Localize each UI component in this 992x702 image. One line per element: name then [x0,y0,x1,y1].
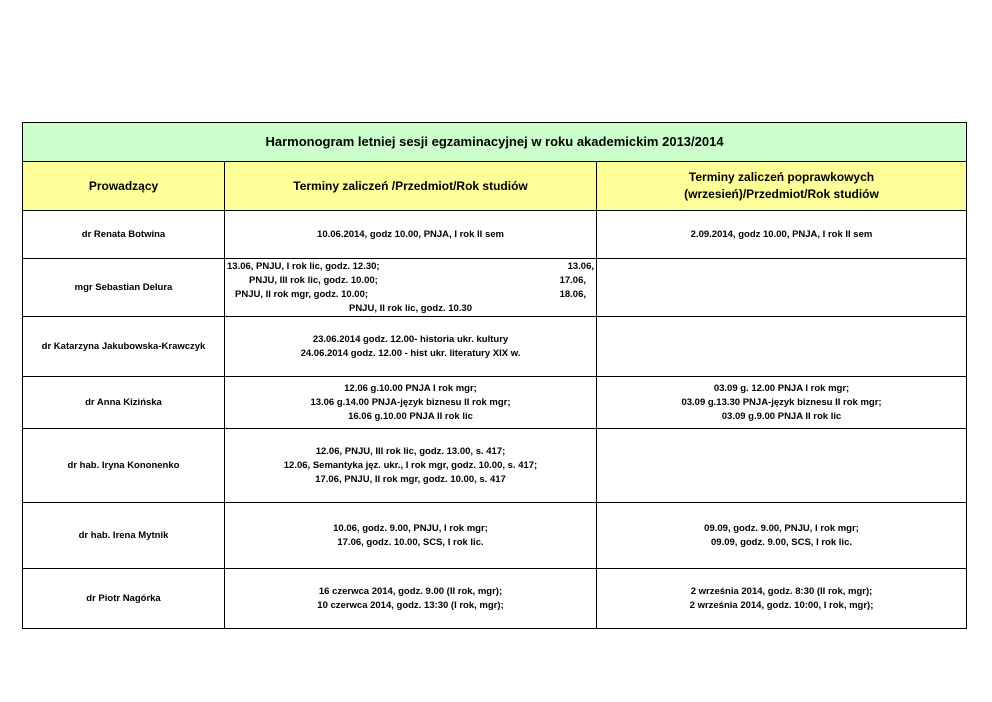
term-line: 10 czerwca 2014, godz. 13:30 (I rok, mgr); [317,599,504,611]
retake-line: 2.09.2014, godz 10.00, PNJA, I rok II sem [690,228,873,240]
header-retakes [597,162,967,211]
table-row [23,259,967,317]
term-text: 13.06, [567,260,594,272]
term-text: PNJU, III rok lic, godz. 10.00; [249,274,378,286]
term-line: 12.06, PNJU, III rok lic, godz. 13.00, s. 417; [315,445,506,457]
term-line: 12.06 g.10.00 PNJA I rok mgr; [344,382,477,394]
retake-line: 2 września 2014, godz. 10:00, I rok, mgr); [689,599,874,611]
retakes-cell [597,429,967,503]
lecturer-cell: dr Katarzyna Jakubowska-Krawczyk [23,317,225,377]
retake-line: 03.09 g. 12.00 PNJA I rok mgr; [713,382,850,394]
exam-schedule-table [22,122,967,629]
terms-cell [225,569,597,629]
retakes-cell [597,503,967,569]
lecturer-cell: dr hab. Iryna Kononenko [23,429,225,503]
term-line: 10.06.2014, godz 10.00, PNJA, I rok II sem [317,228,504,240]
lecturer-cell: dr Piotr Nagórka [23,569,225,629]
retake-line: 03.09 g.9.00 PNJA II rok lic [721,410,842,422]
term-line: 17.06, PNJU, II rok mgr, godz. 10.00, s. 417 [315,473,506,485]
header-row [23,162,967,211]
terms-cell [225,211,597,259]
lecturer-cell: dr Anna Kizińska [23,377,225,429]
term-text: 17.06, [559,274,586,286]
terms-cell [225,317,597,377]
term-line: 10.06, godz. 9.00, PNJU, I rok mgr; [333,522,488,534]
retake-line: 2 września 2014, godz. 8:30 (II rok, mgr); [690,585,873,597]
term-line: 24.06.2014 godz. 12.00 - hist ukr. literatury XIX w. [300,347,521,359]
term-line: 16.06 g.10.00 PNJA II rok lic [348,410,473,422]
terms-cell [225,377,597,429]
lecturer-cell: mgr Sebastian Delura [23,259,225,317]
term-text: 18.06, [559,288,586,300]
header-terms: Terminy zaliczeń /Przedmiot/Rok studiów [225,162,597,211]
header-retakes-line: Terminy zaliczeń poprawkowych [688,170,875,184]
retakes-cell [597,211,967,259]
terms-cell [225,259,597,317]
term-line: PNJU, II rok lic, godz. 10.30 [348,302,472,314]
term-line: 23.06.2014 godz. 12.00- historia ukr. kultury [312,333,509,345]
terms-cell [225,503,597,569]
retakes-cell [597,377,967,429]
retakes-cell [597,317,967,377]
header-lecturer: Prowadzący [23,162,225,211]
lecturer-cell: dr hab. Irena Mytnik [23,503,225,569]
table-row [23,317,967,377]
table-row [23,211,967,259]
retakes-cell [597,569,967,629]
table-title: Harmonogram letniej sesji egzaminacyjnej w roku akademickim 2013/2014 [23,123,967,162]
term-line [227,274,594,288]
table-row [23,377,967,429]
retake-line: 09.09, godz. 9.00, PNJU, I rok mgr; [704,522,859,534]
title-row [23,123,967,162]
table-row [23,503,967,569]
term-line [227,260,594,274]
term-line: 12.06, Semantyka jęz. ukr., I rok mgr, godz. 10.00, s. 417; [283,459,538,471]
retake-line: 03.09 g.13.30 PNJA-język biznesu II rok mgr; [681,396,882,408]
table-row [23,429,967,503]
term-text: PNJU, II rok mgr, godz. 10.00; [235,288,369,300]
table-row [23,569,967,629]
term-line [227,288,594,302]
retake-line: 09.09, godz. 9.00, SCS, I rok lic. [711,536,852,548]
term-line: 16 czerwca 2014, godz. 9.00 (II rok, mgr); [318,585,503,597]
term-text: 13.06, PNJU, I rok lic, godz. 12.30; [227,260,380,272]
header-retakes-line: (wrzesień)/Przedmiot/Rok studiów [684,187,879,201]
retakes-cell [597,259,967,317]
term-line: 17.06, godz. 10.00, SCS, I rok lic. [337,536,484,548]
term-line: 13.06 g.14.00 PNJA-język biznesu II rok mgr; [310,396,511,408]
terms-cell [225,429,597,503]
lecturer-cell: dr Renata Botwina [23,211,225,259]
